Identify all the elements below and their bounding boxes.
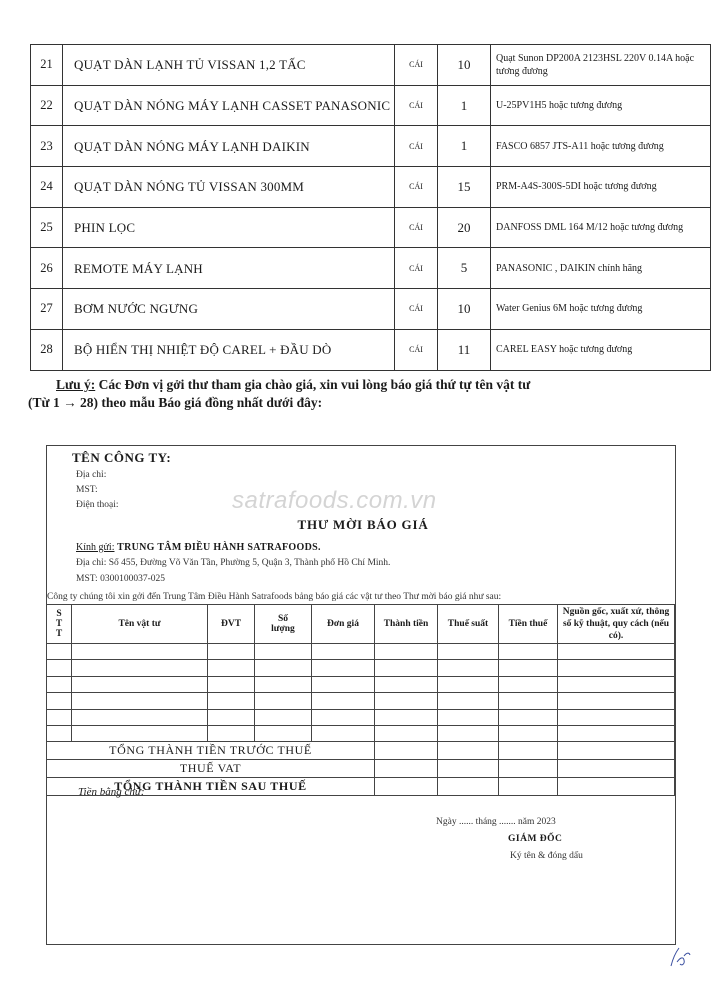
note-label: Lưu ý: [56,377,96,392]
quote-empty-row [47,644,675,660]
quote-cell[interactable] [255,709,312,725]
quote-cell[interactable] [438,693,499,709]
note-text-2: (Từ 1 → 28) theo mẫu Báo giá đồng nhất dưới đây: [28,395,323,410]
handwritten-initials [668,944,692,970]
item-spec: PANASONIC , DAIKIN chính hãng [491,248,711,289]
item-spec: Quạt Sunon DP200A 2123HSL 220V 0.14A hoặc tương đương [491,45,711,86]
quote-cell[interactable] [438,709,499,725]
item-name: BƠM NƯỚC NGƯNG [63,289,395,330]
quote-cell[interactable] [438,644,499,660]
item-qty: 1 [438,126,491,167]
item-stt: 24 [31,167,63,208]
quote-cell[interactable] [72,709,208,725]
item-stt: 26 [31,248,63,289]
header-origin: Nguồn gốc, xuất xứ, thông số kỹ thuật, quy cách (nếu có). [558,605,675,644]
recipient-tax: MST: 0300100037-025 [76,574,165,584]
company-label: TÊN CÔNG TY: [72,450,172,465]
note-text: Các Đơn vị gởi thư tham gia chào giá, xin vui lòng báo giá thứ tự tên vật tư [95,377,531,392]
vat-label: THUẾ VAT [47,760,375,778]
quote-cell[interactable] [208,676,255,692]
header-tax-rate: Thuế suất [438,605,499,644]
quote-cell[interactable] [499,725,558,741]
quote-cell[interactable] [499,676,558,692]
total-after-tax-cell[interactable] [375,778,438,796]
quote-cell[interactable] [558,644,675,660]
item-stt: 23 [31,126,63,167]
address-label: Địa chỉ: [76,470,107,480]
header-tax: Tiền thuế [499,605,558,644]
item-qty: 10 [438,289,491,330]
item-name: QUẠT DÀN NÓNG MÁY LẠNH DAIKIN [63,126,395,167]
item-unit: CÁI [395,85,438,126]
header-name: Tên vật tư [72,605,208,644]
quote-cell[interactable] [72,660,208,676]
sign-note: Ký tên & đóng dấu [510,851,583,861]
quote-cell[interactable] [47,644,72,660]
item-unit: CÁI [395,289,438,330]
quote-cell[interactable] [499,660,558,676]
header-stt: S T T [47,605,72,644]
recipient-org: TRUNG TÂM ĐIỀU HÀNH SATRAFOODS. [114,542,321,553]
item-row [31,207,711,248]
item-spec: DANFOSS DML 164 M/12 hoặc tương đương [491,207,711,248]
item-unit: CÁI [395,126,438,167]
item-unit: CÁI [395,248,438,289]
quote-cell[interactable] [255,725,312,741]
item-name: QUẠT DÀN NÓNG TỦ VISSAN 300MM [63,167,395,208]
item-stt: 28 [31,329,63,370]
header-unit: ĐVT [208,605,255,644]
quote-cell[interactable] [375,709,438,725]
header-qty: Số lượng [255,605,312,644]
quote-cell[interactable] [558,709,675,725]
note [56,375,716,395]
item-row [31,85,711,126]
total-after-tax-label: TỔNG THÀNH TIỀN SAU THUẾ [47,778,375,796]
quote-cell[interactable] [375,725,438,741]
quote-cell[interactable] [438,676,499,692]
item-unit: CÁI [395,45,438,86]
quote-cell[interactable] [72,725,208,741]
item-spec: FASCO 6857 JTS-A11 hoặc tương đương [491,126,711,167]
quote-cell[interactable] [208,725,255,741]
quote-empty-row [47,709,675,725]
item-name: BỘ HIỂN THỊ NHIỆT ĐỘ CAREL + ĐẦU DÒ [63,329,395,370]
quote-cell[interactable] [375,644,438,660]
item-unit: CÁI [395,329,438,370]
quote-cell[interactable] [47,676,72,692]
item-name: REMOTE MÁY LẠNH [63,248,395,289]
item-qty: 11 [438,329,491,370]
item-row [31,289,711,330]
quote-cell[interactable] [47,693,72,709]
intro-text: Công ty chúng tôi xin gởi đến Trung Tâm Điều Hành Satrafoods bảng báo giá các vật tư theo Thư mời báo giá như sau: [47,592,502,602]
form-title: THƯ MỜI BÁO GIÁ [297,517,429,532]
quote-cell[interactable] [312,709,375,725]
item-qty: 15 [438,167,491,208]
quote-cell[interactable] [312,725,375,741]
item-unit: CÁI [395,207,438,248]
quote-cell[interactable] [208,709,255,725]
total-before-tax-label: TỔNG THÀNH TIỀN TRƯỚC THUẾ [47,742,375,760]
quote-cell[interactable] [255,660,312,676]
quote-cell[interactable] [499,693,558,709]
quote-cell[interactable] [255,693,312,709]
item-row [31,329,711,370]
quote-cell[interactable] [255,676,312,692]
quote-cell[interactable] [208,660,255,676]
item-row [31,45,711,86]
header-amount: Thành tiền [375,605,438,644]
watermark: satrafoods.com.vn [232,487,437,514]
item-qty: 5 [438,248,491,289]
quote-empty-row [47,693,675,709]
item-row [31,167,711,208]
item-qty: 20 [438,207,491,248]
quote-cell[interactable] [312,660,375,676]
quote-empty-row [47,725,675,741]
item-row [31,248,711,289]
quote-cell[interactable] [499,644,558,660]
item-name: QUẠT DÀN LẠNH TỦ VISSAN 1,2 TẤC [63,45,395,86]
date-line: Ngày ...... tháng ....... năm 2023 [436,817,556,827]
phone-label: Điện thoại: [76,500,119,510]
quote-cell[interactable] [558,725,675,741]
quote-cell[interactable] [72,676,208,692]
quote-cell[interactable] [47,709,72,725]
quote-cell[interactable] [375,676,438,692]
item-spec: CAREL EASY hoặc tương đương [491,329,711,370]
quote-cell[interactable] [558,676,675,692]
item-spec: U-25PV1H5 hoặc tương đương [491,85,711,126]
item-qty: 1 [438,85,491,126]
item-stt: 27 [31,289,63,330]
item-stt: 22 [31,85,63,126]
quote-cell[interactable] [558,693,675,709]
total-before-tax-cell[interactable] [375,742,438,760]
recipient-line [76,542,321,553]
quote-cell[interactable] [208,644,255,660]
quote-cell[interactable] [72,644,208,660]
header-price: Đơn giá [312,605,375,644]
director-title: GIÁM ĐỐC [508,834,563,844]
quote-cell[interactable] [375,660,438,676]
item-unit: CÁI [395,167,438,208]
item-stt: 21 [31,45,63,86]
quote-cell[interactable] [438,725,499,741]
quote-empty-row [47,660,675,676]
quote-table [46,604,675,796]
quote-cell[interactable] [72,693,208,709]
item-name: PHIN LỌC [63,207,395,248]
item-stt: 25 [31,207,63,248]
item-row [31,126,711,167]
quote-empty-row [47,676,675,692]
tax-label: MST: [76,485,98,495]
quote-cell[interactable] [375,693,438,709]
quote-cell[interactable] [255,644,312,660]
quote-cell[interactable] [312,676,375,692]
amount-in-words-label: Tiền bằng chữ: [78,786,145,798]
recipient-label: Kính gửi: [76,542,115,553]
quote-cell[interactable] [499,709,558,725]
quote-cell[interactable] [558,660,675,676]
quote-cell[interactable] [438,660,499,676]
items-table [30,44,711,371]
item-name: QUẠT DÀN NÓNG MÁY LẠNH CASSET PANASONIC [63,85,395,126]
recipient-address: Địa chỉ: Số 455, Đường Võ Văn Tần, Phường 5, Quận 3, Thành phố Hồ Chí Minh. [76,558,391,568]
item-qty: 10 [438,45,491,86]
quote-cell[interactable] [312,644,375,660]
quote-cell[interactable] [312,693,375,709]
quote-cell[interactable] [208,693,255,709]
item-spec: PRM-A4S-300S-5DI hoặc tương đương [491,167,711,208]
vat-cell[interactable] [375,760,438,778]
quote-cell[interactable] [47,725,72,741]
quote-cell[interactable] [47,660,72,676]
item-spec: Water Genius 6M hoặc tương đương [491,289,711,330]
